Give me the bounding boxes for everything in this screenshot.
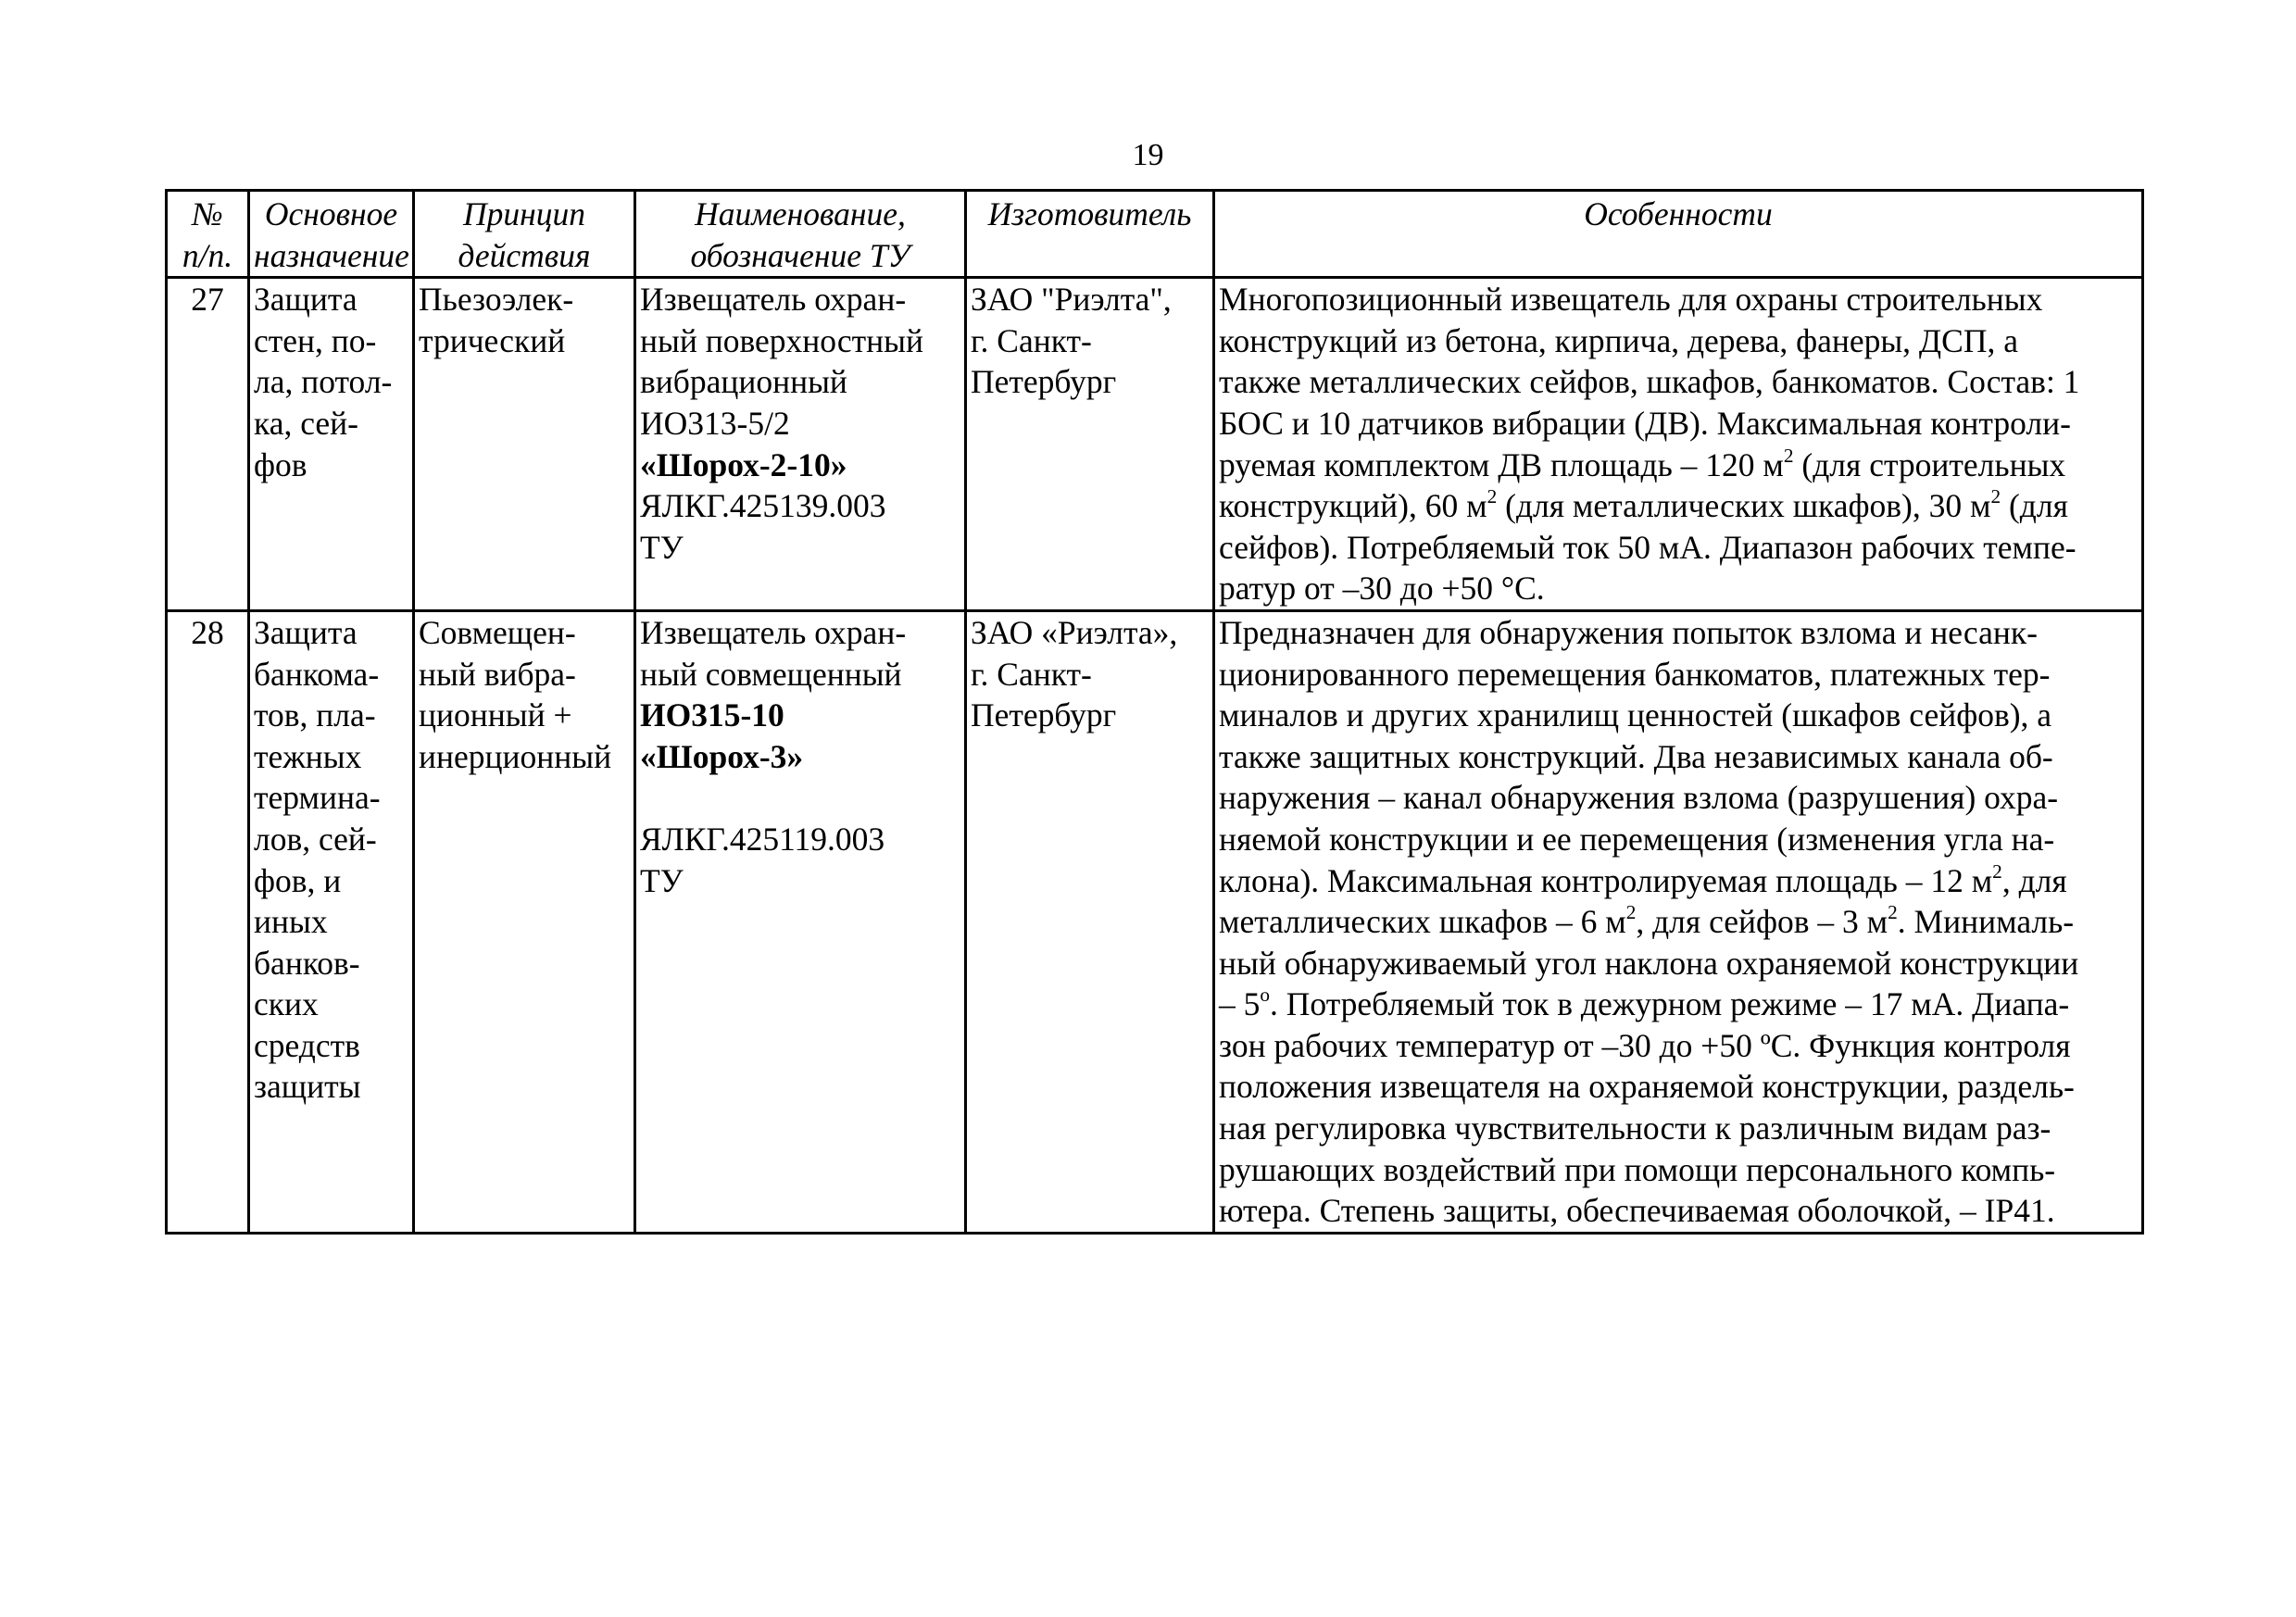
device-code: ИО315-10 bbox=[640, 696, 784, 734]
header-num: № п/п. bbox=[167, 191, 249, 278]
device-model: «Шорох-3» bbox=[640, 737, 804, 775]
cell-purpose: Защита банкома- тов, пла- тежных термина- лов, сей- фов, и иных банков- ских средств защиты bbox=[249, 610, 414, 1233]
cell-features: Многопозиционный извещатель для охраны строительных конструкций из бетона, кирпича, дерева, фанеры, ДСП, а также металлических сейфов, шкафов, банкоматов. Состав: 1 БОС и 10 датчиков вибрации (ДВ). Максимальная контроли- руемая комплектом ДВ площадь – 120 $м^2$ (для строительных конструкций), 60 $м^2$ (для металлических шкафов), 30 $м^2$ (для сейфов). Потребляемый ток 50 мА. Диапазон рабочих темпе- ратур от –30 до +50 °С. bbox=[1214, 278, 2143, 611]
header-name: Наименование, обозначение ТУ bbox=[635, 191, 966, 278]
cell-maker: ЗАО «Риэлта», г. Санкт- Петербург bbox=[966, 610, 1214, 1233]
cell-principle: Совмещен- ный вибра- ционный + инерционный bbox=[414, 610, 635, 1233]
cell-purpose: Защита стен, по- ла, потол- ка, сей- фов bbox=[249, 278, 414, 611]
page-number: 19 bbox=[1132, 138, 1164, 172]
table-row-28 bbox=[167, 610, 2143, 1233]
cell-name: Извещатель охран- ный совмещенный ИО315-10 «Шорох-3» ЯЛКГ.425119.003 ТУ bbox=[635, 610, 966, 1233]
cell-features: Предназначен для обнаружения попыток взлома и несанк- ционированного перемещения банкоматов, платежных тер- миналов и других хранилищ ценностей (шкафов сейфов), а также защитных конструкций. Два независимых канала об- наружения – канал обнаружения взлома (разрушения) охра- няемой конструкции и ее перемещения (изменения угла на- клона). Максимальная контролируемая площадь – 12 $м^2$, для металлических шкафов – 6 $м^2$, для сейфов – 3 $м^2$. Минималь- ный обнаруживаемый угол наклона охраняемой конструкции – $5^о$. Потребляемый ток в дежурном режиме – 17 мА. Диапа- зон рабочих температур от –30 до +50 ºС. Функция контроля положения извещателя на охраняемой конструкции, раздель- ная регулировка чувствительности к различным видам раз- рушающих воздействий при помощи персонального компь- ютера. Степень защиты, обеспечиваемая оболочкой, – IP41. bbox=[1214, 610, 2143, 1233]
header-principle: Принцип действия bbox=[414, 191, 635, 278]
header-features: Особенности bbox=[1214, 191, 2143, 278]
cell-name: Извещатель охран- ный поверхностный вибрационный ИО313-5/2 «Шорох-2-10» ЯЛКГ.425139.003 ТУ bbox=[635, 278, 966, 611]
cell-principle: Пьезоэлек- трический bbox=[414, 278, 635, 611]
table-row-27 bbox=[167, 278, 2143, 611]
cell-maker: ЗАО "Риэлта", г. Санкт- Петербург bbox=[966, 278, 1214, 611]
header-maker: Изготовитель bbox=[966, 191, 1214, 278]
cell-num: 27 bbox=[167, 278, 249, 611]
cell-num: 28 bbox=[167, 610, 249, 1233]
device-model: «Шорох-2-10» bbox=[640, 445, 847, 483]
header-purpose: Основное назначение bbox=[249, 191, 414, 278]
specification-table bbox=[165, 189, 2144, 1235]
header-row bbox=[167, 191, 2143, 278]
